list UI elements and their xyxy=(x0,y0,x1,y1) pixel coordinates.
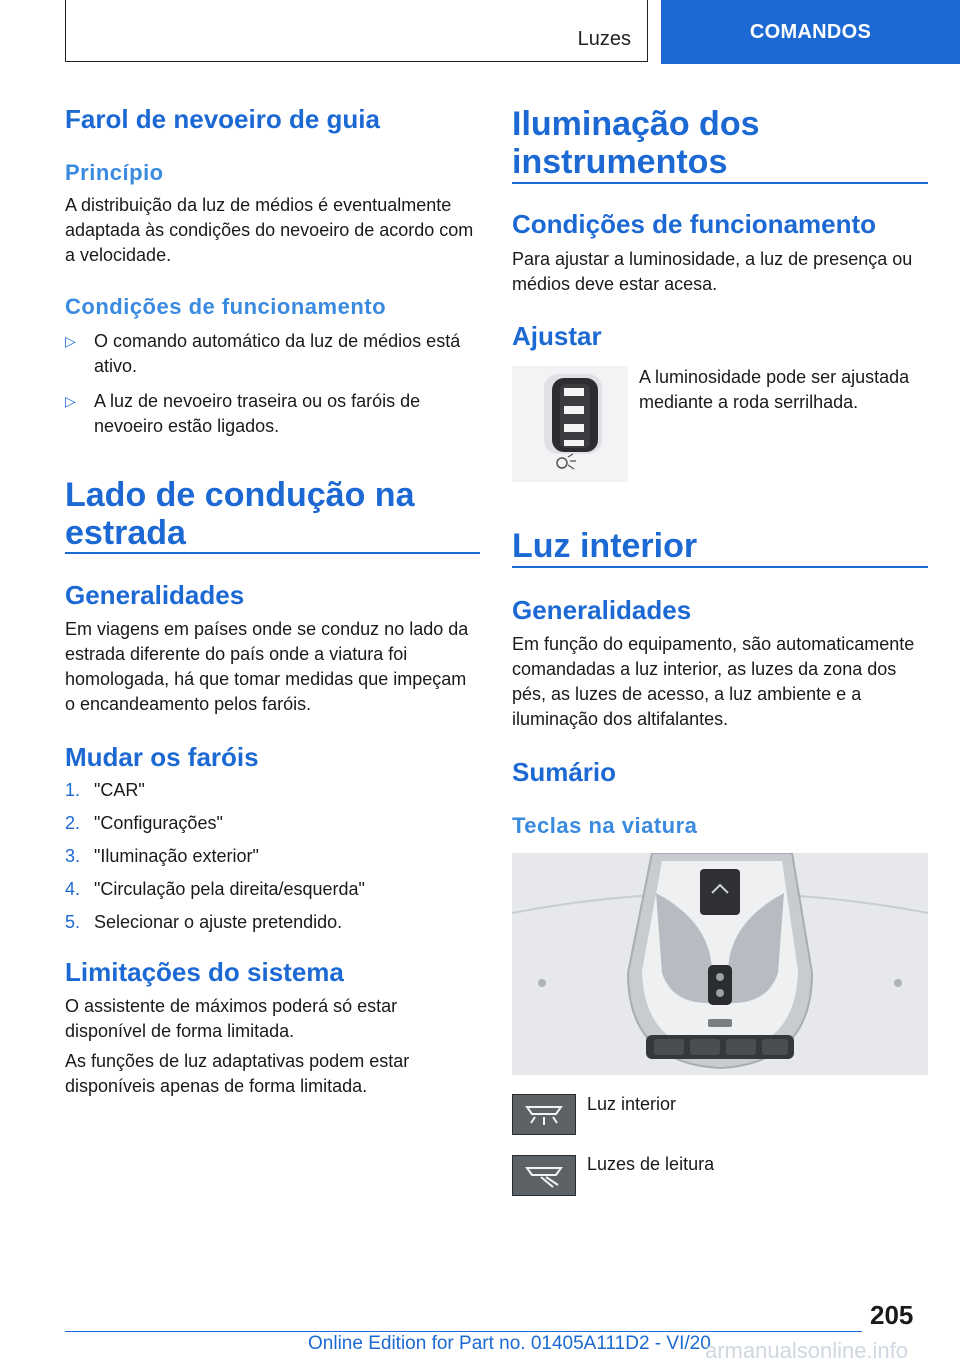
footer-rule xyxy=(65,1331,862,1332)
overhead-console-image xyxy=(512,853,928,1075)
step-number: 3. xyxy=(65,846,81,866)
icon-label-interior-light: Luz interior xyxy=(587,1094,677,1114)
heading-generalidades: Generalidades xyxy=(65,580,245,610)
step-number: 5. xyxy=(65,912,81,932)
interior-light-button-icon xyxy=(512,1094,576,1135)
dimmer-wheel-image xyxy=(512,366,628,482)
list-item xyxy=(65,910,480,943)
step-number: 1. xyxy=(65,780,81,800)
paragraph-condicoes: Para ajustar a luminosidade, a luz de presença ou médios deve estar acesa. xyxy=(512,249,913,294)
footer-edition: Online Edition for Part no. 01405A111D2 - VI/20 xyxy=(308,1333,711,1354)
list-item xyxy=(65,877,480,910)
header-section-box xyxy=(65,0,648,62)
heading-iluminacao-instrumentos: Iluminação dos instrumentos xyxy=(512,105,760,181)
heading-generalidades-2: Generalidades xyxy=(512,595,692,625)
header-section-title: Luzes xyxy=(577,28,631,50)
paragraph-limitacoes-2: As funções de luz adaptativas podem estar disponíveis apenas de forma limitada. xyxy=(65,1051,410,1096)
overhead-console-illustration xyxy=(512,853,928,1075)
bullet-list xyxy=(65,329,480,439)
list-item xyxy=(65,329,480,379)
step-number: 2. xyxy=(65,813,81,833)
paragraph-generalidades-2: Em função do equipamento, são automaticamente comandadas a luz interior, as luzes da zona dos pés, as luzes de acesso, a luz ambiente e a iluminação dos altifalantes. xyxy=(512,634,915,729)
paragraph-limitacoes-1: O assistente de máximos poderá só estar disponível de forma limitada. xyxy=(65,996,398,1041)
section-rule xyxy=(65,552,480,554)
list-item xyxy=(65,389,480,439)
header-chapter-tab: COMANDOS xyxy=(661,0,960,64)
heading-luz-interior: Luz interior xyxy=(512,527,698,565)
step-number: 4. xyxy=(65,879,81,899)
numbered-list xyxy=(65,778,480,943)
section-rule xyxy=(512,182,928,184)
reading-light-button-icon xyxy=(512,1155,576,1196)
step-text: Selecionar o ajuste pretendido. xyxy=(94,912,343,932)
bullet-text: O comando automático da luz de médios está ativo. xyxy=(94,331,461,376)
watermark: armanualsonline.info xyxy=(705,1338,909,1363)
heading-ajustar: Ajustar xyxy=(512,321,602,351)
icon-label-reading-lights: Luzes de leitura xyxy=(587,1154,715,1174)
step-text: "Iluminação exterior" xyxy=(94,846,259,866)
heading-teclas-viatura: Teclas na viatura xyxy=(512,813,698,838)
triangle-bullet-icon: ▷ xyxy=(65,333,76,349)
heading-condicoes-funcionamento: Condições de funcionamento xyxy=(65,294,387,319)
triangle-bullet-icon: ▷ xyxy=(65,393,76,409)
heading-lado-conducao: Lado de condução na estrada xyxy=(65,476,415,552)
dimmer-wheel-icon xyxy=(512,366,628,482)
heading-principio: Princípio xyxy=(65,160,164,185)
bullet-text: A luz de nevoeiro traseira ou os faróis de nevoeiro estão ligados. xyxy=(94,391,421,436)
section-rule xyxy=(512,566,928,568)
list-item xyxy=(65,778,480,811)
paragraph-principio: A distribuição da luz de médios é eventualmente adaptada às condições do nevoeiro de acordo com a velocidade. xyxy=(65,195,474,265)
heading-sumario: Sumário xyxy=(512,757,617,787)
page-number: 205 xyxy=(870,1300,914,1330)
list-item xyxy=(65,844,480,877)
heading-farol-nevoeiro: Farol de nevoeiro de guia xyxy=(65,104,380,134)
heading-condicoes-funcionamento-2: Condições de funcionamento xyxy=(512,209,877,239)
heading-mudar-farois: Mudar os faróis xyxy=(65,742,259,772)
list-item xyxy=(65,811,480,844)
step-text: "Circulação pela direita/esquerda" xyxy=(94,879,365,899)
step-text: "CAR" xyxy=(94,780,145,800)
step-text: "Configurações" xyxy=(94,813,223,833)
paragraph-ajustar: A luminosidade pode ser ajustada mediante a roda serrilhada. xyxy=(639,367,910,412)
heading-limitacoes: Limitações do sistema xyxy=(65,957,344,987)
paragraph-generalidades: Em viagens em países onde se conduz no lado da estrada diferente do país onde a viatura foi homologada, há que tomar medidas que impeçam o encandeamento pelos faróis. xyxy=(65,619,469,714)
